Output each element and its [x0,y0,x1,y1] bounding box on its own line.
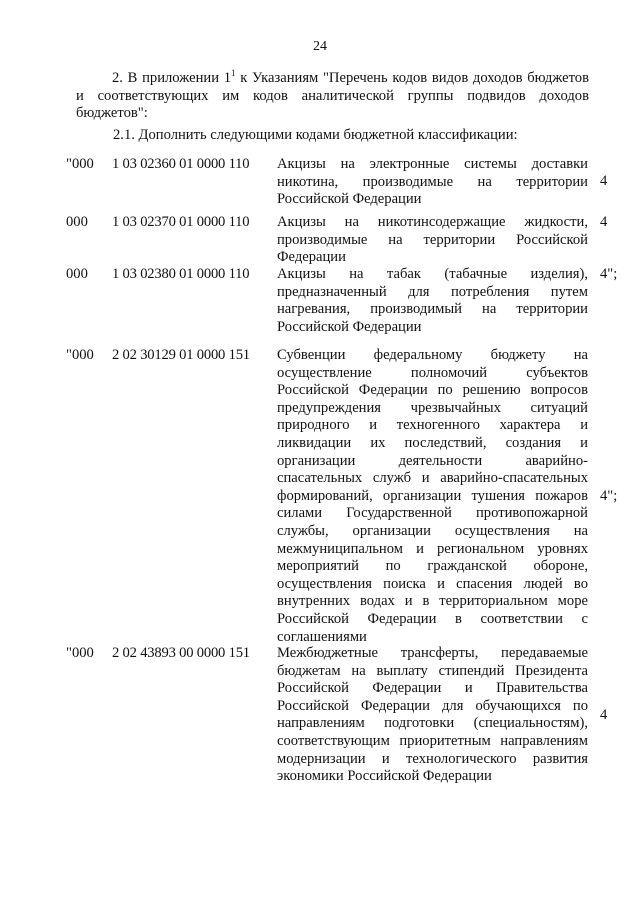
row-value: 4"; [600,488,618,504]
row-prefix: 000 [66,266,88,282]
intro-text-b: к Указаниям "Перечень кодов видов доходов бюджетов и соответствующих им кодов аналитической группы подвидов доходов бюджетов": [76,70,589,122]
code-description: Акцизы на табак (табачные изделия), предназначенный для потребления путем нагревания, производимый на территории Российской Федерации [277,266,588,335]
code-description: Акцизы на никотинсодержащие жидкости, производимые на территории Российской Федерации [277,214,588,266]
row-value: 4 [600,214,608,230]
row-value: 4"; [600,266,618,282]
budget-code: 1 03 02370 01 0000 110 [112,214,250,230]
code-description: Субвенции федеральному бюджету на осуществление полномочий субъектов Российской Федерации по решению вопросов предупреждения чрезвычайных ситуаций природного и техногенного характера и ликвидации их последствий, создания и организации деятельности аварийно-спасательных служб и аварийно-спасательных формирований, организации тушения пожаров силами Государственной противопожарной службы, организации осуществления на межмуниципальном и региональном уровнях мероприятий по гражданской обороне, осуществления поиска и спасения людей во внутренних водах и в территориальном море Российской Федерации в соответствии с соглашениями [277,347,588,645]
row-prefix: 000 [66,214,88,230]
code-description: Межбюджетные трансферты, передаваемые бюджетам на выплату стипендий Президента Российской Федерации и Правительства Российской Федерации для обучающихся по направлениям подготовки (специальностям), соответствующим приоритетным направлениям модернизации и технологического развития экономики Российской Федерации [277,645,588,785]
budget-code: 1 03 02380 01 0000 110 [112,266,250,282]
intro-paragraph [76,70,589,123]
code-description: Акцизы на электронные системы доставки никотина, производимые на территории Российской Федерации [277,156,588,208]
intro-text-a-span: 2. В приложении 1 [112,70,232,86]
row-value: 4 [600,173,608,189]
row-prefix: "000 [66,645,94,661]
budget-code: 1 03 02360 01 0000 110 [112,156,250,172]
row-prefix: "000 [66,347,94,363]
row-prefix: "000 [66,156,94,172]
budget-code: 2 02 30129 01 0000 151 [112,347,250,363]
superscript: 1 [231,68,236,78]
budget-code: 2 02 43893 00 0000 151 [112,645,250,661]
row-value: 4 [600,707,608,723]
intro-text-a [76,70,231,86]
intro-subparagraph: 2.1. Дополнить следующими кодами бюджетной классификации: [113,127,518,143]
page-number: 24 [313,39,327,54]
